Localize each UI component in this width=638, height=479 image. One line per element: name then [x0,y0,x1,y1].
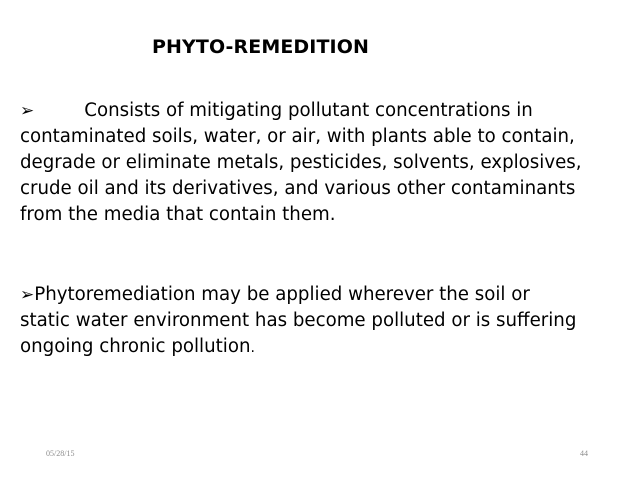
bullet-line: degrade or eliminate metals, pesticides, solvents, explosives, [20,152,582,173]
bullet-item [20,282,630,361]
bullet-line: static water environment has become polluted or is suffering [20,310,577,331]
bullet-line: crude oil and its derivatives, and various other contaminants [20,178,576,199]
arrow-bullet-icon: ➢ [20,285,35,305]
bullet-line: contaminated soils, water, or air, with plants able to contain, [20,126,575,147]
bullet-line: from the media that contain them. [20,204,336,225]
bullet-item [20,98,630,228]
bullet-text: Phytoremediation may be applied wherever the soil or [34,284,530,305]
bullet-line [20,282,630,308]
footer-page-number: 44 [580,449,588,458]
footer-date: 05/28/15 [46,449,75,458]
bullet-line [20,98,630,124]
bullet-text: Consists of mitigating pollutant concentrations in [84,100,533,121]
trailing-period: . [250,340,255,356]
bullet-text: ongoing chronic pollution [20,336,251,357]
bullet-line [20,334,630,361]
arrow-bullet-icon: ➢ [20,101,35,121]
slide-title: PHYTO-REMEDITION [152,36,369,58]
